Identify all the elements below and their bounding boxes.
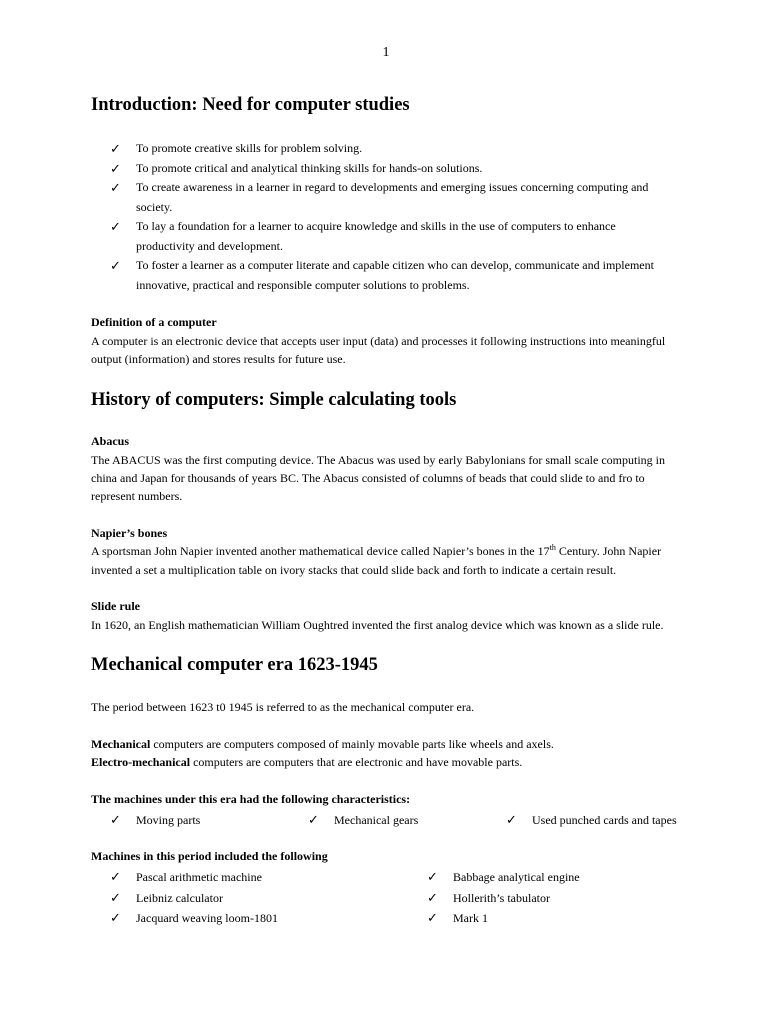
characteristic-label: Used punched cards and tapes <box>532 813 677 827</box>
mechanical-term: Mechanical <box>91 737 151 751</box>
intro-item-text: productivity and development. <box>136 238 283 253</box>
checkmark-icon: ✓ <box>110 869 121 884</box>
machine-item <box>110 867 278 888</box>
characteristics-heading: The machines under this era had the following characteristics: <box>91 792 411 806</box>
mechanical-period: The period between 1623 t0 1945 is referred to as the mechanical computer era. <box>91 700 475 714</box>
mechanical-definition <box>91 735 554 754</box>
machine-label: Leibniz calculator <box>136 890 223 905</box>
slide-rule-line-1: In 1620, an English mathematician William Oughtred invented the first analog device which was known as a slide rule. <box>91 618 664 632</box>
intro-item-text: innovative, practical and responsible computer solutions to problems. <box>136 277 470 292</box>
intro-item-text: To promote creative skills for problem solving. <box>136 141 363 155</box>
page-number: 1 <box>382 45 390 60</box>
checkmark-icon: ✓ <box>110 180 121 195</box>
definition-line-2: output (information) and stores results for future use. <box>91 352 346 366</box>
intro-item-text: To lay a foundation for a learner to acquire knowledge and skills in the use of computers to enhance <box>136 219 616 233</box>
intro-title: Introduction: Need for computer studies <box>91 95 410 115</box>
abacus-line-2: china and Japan for thousands of years BC. The Abacus consisted of columns of beads that could slide to and fro to <box>91 471 645 485</box>
abacus-line-1: The ABACUS was the first computing device. The Abacus was used by early Babylonians for small scale computing in <box>91 453 666 467</box>
characteristic-item <box>308 810 418 831</box>
machine-label: Hollerith’s tabulator <box>453 890 550 905</box>
intro-list-item-continuation <box>0 276 654 296</box>
electro-mechanical-term-definition: computers are computers that are electronic and have movable parts. <box>190 755 523 769</box>
intro-list-item <box>0 139 654 159</box>
machines-right-list <box>427 867 580 929</box>
machine-item <box>110 888 278 909</box>
intro-list-item <box>0 178 654 198</box>
characteristic-item <box>506 810 677 831</box>
checkmark-icon: ✓ <box>427 889 438 905</box>
characteristic-label: Moving parts <box>136 813 201 827</box>
checkmark-icon: ✓ <box>110 219 121 234</box>
abacus-line-3: represent numbers. <box>91 489 183 503</box>
machine-label: Babbage analytical engine <box>453 870 580 884</box>
electro-mechanical-definition <box>91 753 522 772</box>
history-title: History of computers: Simple calculating tools <box>91 390 457 410</box>
mechanical-term-definition: computers are computers composed of mainly movable parts like wheels and axels. <box>150 737 554 751</box>
machine-item <box>427 867 580 888</box>
napier-line-1-sup: th <box>549 543 556 552</box>
intro-list-item <box>0 256 654 276</box>
checkmark-icon: ✓ <box>110 812 121 827</box>
definition-heading: Definition of a computer <box>91 315 217 329</box>
machine-label: Jacquard weaving loom-1801 <box>136 911 278 925</box>
intro-list-item <box>0 217 654 237</box>
checkmark-icon: ✓ <box>427 869 438 884</box>
checkmark-icon: ✓ <box>110 160 121 176</box>
machines-left-list <box>110 867 278 929</box>
slide-rule-heading: Slide rule <box>91 599 141 613</box>
napier-line-2: invented a set a multiplication table on ivory stacks that could slide back and forth to indicate a certain result. <box>91 563 617 577</box>
napier-line-1-a: A sportsman John Napier invented another mathematical device called Napier’s bones in the 17 <box>91 544 550 558</box>
checkmark-icon: ✓ <box>308 812 319 827</box>
intro-item-text: To create awareness in a learner in regard to developments and emerging issues concerning computing and <box>136 180 649 194</box>
characteristic-item-1-list <box>110 810 200 831</box>
machine-item <box>110 908 278 929</box>
intro-item-text: To foster a learner as a computer literate and capable citizen who can develop, communicate and implement <box>136 258 654 272</box>
machine-label: Mark 1 <box>453 911 488 925</box>
napier-line-1 <box>91 542 661 561</box>
napier-heading: Napier’s bones <box>91 526 168 540</box>
intro-item-text: society. <box>136 199 173 214</box>
napier-line-1-b: Century. John Napier <box>555 544 662 558</box>
electro-mechanical-term: Electro-mechanical <box>91 755 191 769</box>
machine-item <box>427 888 580 909</box>
intro-item-text: To promote critical and analytical thinking skills for hands-on solutions. <box>136 160 483 175</box>
characteristic-item-3-list <box>506 810 677 831</box>
characteristic-label: Mechanical gears <box>334 813 419 827</box>
intro-list-item-continuation <box>0 198 654 218</box>
checkmark-icon: ✓ <box>110 889 121 905</box>
checkmark-icon: ✓ <box>110 258 121 273</box>
machines-heading: Machines in this period included the following <box>91 849 328 863</box>
characteristic-item-2-list <box>308 810 418 831</box>
intro-list-item <box>0 159 654 179</box>
characteristic-item <box>110 810 200 831</box>
intro-list <box>0 139 654 295</box>
checkmark-icon: ✓ <box>427 910 438 925</box>
checkmark-icon: ✓ <box>506 812 517 827</box>
checkmark-icon: ✓ <box>110 141 121 156</box>
machine-label: Pascal arithmetic machine <box>136 870 262 884</box>
mechanical-title: Mechanical computer era 1623-1945 <box>91 655 378 675</box>
abacus-heading: Abacus <box>91 434 130 448</box>
intro-list-item-continuation <box>0 237 654 257</box>
definition-line-1: A computer is an electronic device that accepts user input (data) and processes it following instructions into meaningful <box>91 334 666 348</box>
checkmark-icon: ✓ <box>110 910 121 925</box>
machine-item <box>427 908 580 929</box>
